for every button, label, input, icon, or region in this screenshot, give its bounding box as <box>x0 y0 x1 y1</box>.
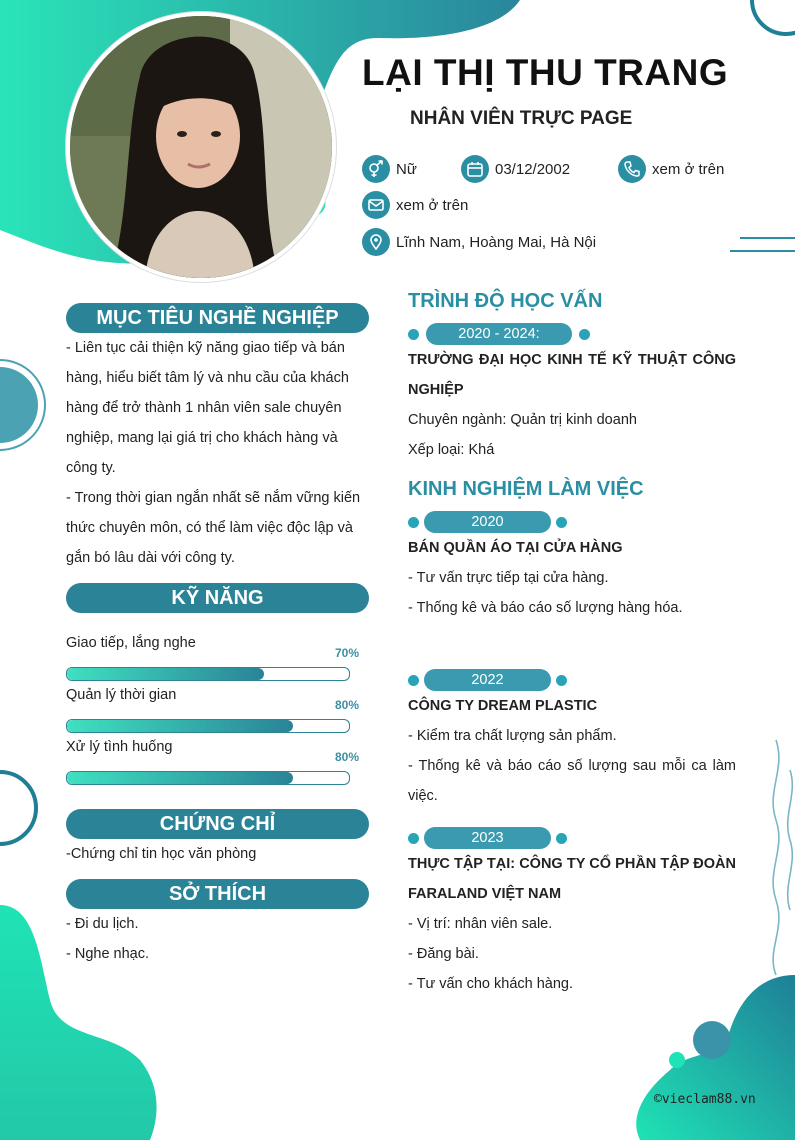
dob-info <box>461 155 570 183</box>
skill-bar <box>66 667 350 681</box>
experience-line: - Tư vấn cho khách hàng. <box>408 976 574 992</box>
skill-bar-fill <box>67 668 264 680</box>
experience-title: THỰC TẬP TẠI: CÔNG TY CỔ PHẦN TẬP ĐOÀN FARALAND VIỆT NAM <box>408 856 736 902</box>
address-info <box>362 228 596 256</box>
certificates-heading: CHỨNG CHỈ <box>66 809 369 839</box>
phone-info <box>618 155 724 183</box>
timeline-dot <box>556 675 567 686</box>
education-period-marker <box>408 323 568 345</box>
calendar-icon <box>461 155 489 183</box>
address-value: Lĩnh Nam, Hoàng Mai, Hà Nội <box>396 233 597 251</box>
experience-line: - Tư vấn trực tiếp tại cửa hàng. <box>408 570 609 586</box>
gender-info <box>362 155 417 183</box>
objective-paragraph-1: - Liên tục cải thiện kỹ năng giao tiếp và bán hàng, hiểu biết tâm lý và nhu cầu của khách hàng để trở thành 1 nhân viên sale chuyên nghiệp, mang lại giá trị cho khách hàng và công ty. <box>66 340 349 476</box>
skill-label: Giao tiếp, lắng nghe <box>66 635 196 651</box>
skill-percent: 80% <box>335 750 360 764</box>
experience-line: - Vị trí: nhân viên sale. <box>408 916 553 932</box>
experience-line: - Thống kê và báo cáo số lượng sau mỗi ca làm việc. <box>408 758 736 804</box>
experience-year-marker <box>408 827 568 849</box>
gender-icon <box>362 155 390 183</box>
timeline-dot <box>408 675 419 686</box>
location-pin-icon <box>362 228 390 256</box>
experience-heading: KINH NGHIỆM LÀM VIỆC <box>408 478 644 500</box>
experience-title: CÔNG TY DREAM PLASTIC <box>408 698 598 714</box>
watermark: ©vieclam88.vn <box>654 1092 756 1107</box>
gender-value: Nữ <box>396 160 417 178</box>
skill-label: Xử lý tình huống <box>66 739 173 755</box>
education-school: TRƯỜNG ĐẠI HỌC KINH TẾ KỸ THUẬT CÔNG NGHIỆP <box>408 352 736 398</box>
hobby-item: - Đi du lịch. <box>66 916 139 932</box>
profile-photo <box>66 12 336 282</box>
timeline-dot <box>408 833 419 844</box>
hobbies-heading: SỞ THÍCH <box>66 879 369 909</box>
skill-percent: 70% <box>335 646 360 660</box>
skill-bar <box>66 771 350 785</box>
skill-bar <box>66 719 350 733</box>
certificate-item: -Chứng chỉ tin học văn phòng <box>66 846 257 862</box>
experience-line: - Kiểm tra chất lượng sản phẩm. <box>408 728 617 744</box>
objective-heading: MỤC TIÊU NGHỀ NGHIỆP <box>66 303 369 333</box>
experience-year: 2022 <box>424 669 551 691</box>
education-grade: Xếp loại: Khá <box>408 442 495 458</box>
candidate-name: LẠI THỊ THU TRANG <box>362 52 729 93</box>
phone-icon <box>618 155 646 183</box>
timeline-dot <box>408 517 419 528</box>
skill-bar-fill <box>67 720 293 732</box>
email-icon <box>362 191 390 219</box>
timeline-dot <box>556 833 567 844</box>
experience-year-marker <box>408 511 568 533</box>
experience-line: - Đăng bài. <box>408 946 479 962</box>
email-value: xem ở trên <box>396 196 469 214</box>
dob-value: 03/12/2002 <box>495 160 571 178</box>
timeline-dot <box>579 329 590 340</box>
education-heading: TRÌNH ĐỘ HỌC VẤN <box>408 290 603 312</box>
timeline-dot <box>556 517 567 528</box>
education-major: Chuyên ngành: Quản trị kinh doanh <box>408 412 637 428</box>
experience-year-marker <box>408 669 568 691</box>
objective-paragraph-2: - Trong thời gian ngắn nhất sẽ nắm vững kiến thức chuyên môn, có thể làm việc độc lập và gắn bó lâu dài với công ty. <box>66 490 361 566</box>
timeline-dot <box>408 329 419 340</box>
skill-label: Quản lý thời gian <box>66 687 177 703</box>
education-period: 2020 - 2024: <box>426 323 572 345</box>
experience-title: BÁN QUẦN ÁO TẠI CỬA HÀNG <box>408 540 623 556</box>
skill-bar-fill <box>67 772 293 784</box>
hobby-item: - Nghe nhạc. <box>66 946 150 962</box>
skill-percent: 80% <box>335 698 360 712</box>
skills-heading: KỸ NĂNG <box>66 583 369 613</box>
email-info <box>362 191 468 219</box>
experience-line: - Thống kê và báo cáo số lượng hàng hóa. <box>408 600 683 616</box>
experience-year: 2023 <box>424 827 551 849</box>
experience-year: 2020 <box>424 511 551 533</box>
job-title: NHÂN VIÊN TRỰC PAGE <box>410 108 633 129</box>
phone-value: xem ở trên <box>652 160 725 178</box>
